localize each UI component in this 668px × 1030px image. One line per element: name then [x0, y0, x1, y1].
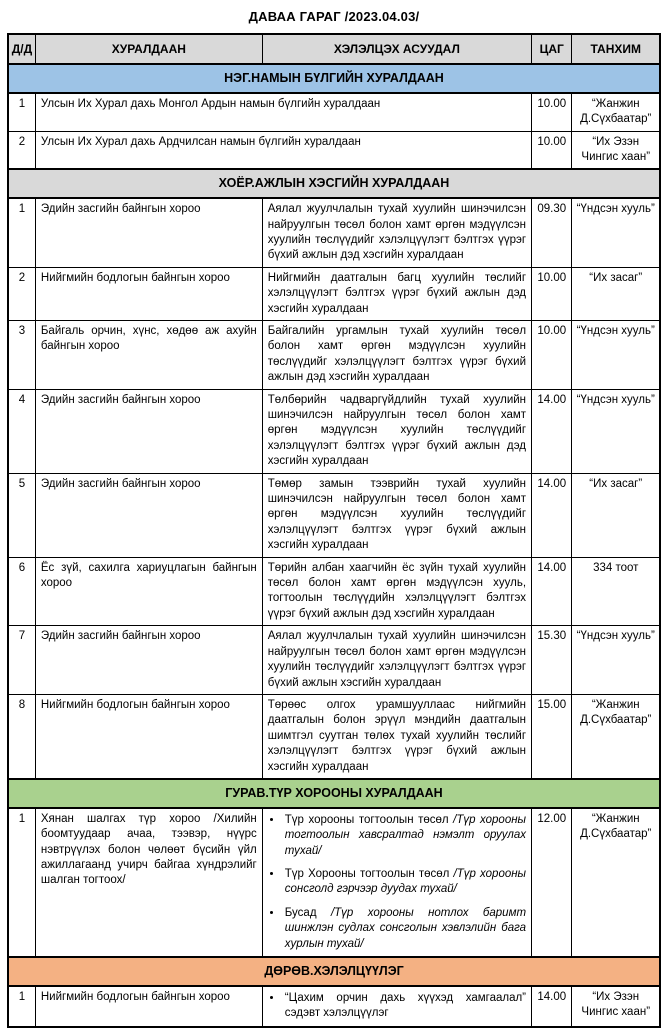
hall-cell: “Их засаг”: [572, 473, 660, 557]
section-header-row: [8, 169, 660, 198]
col-header-number: Д/Д: [8, 34, 35, 64]
meeting-cell: Эдийн засгийн байнгын хороо: [35, 473, 262, 557]
agenda-text: Төмөр замын тээврийн тухай хуулийн шинэчилсэн найруулгын төсөл болон хамт өргөн мэдүүлсэн хуулийн төслүүдийг хэлэлцүүлэгт бэлтгэх үүрэг бүхий ажлын хэсгийн хуралдаан: [267, 477, 527, 552]
time-cell: 14.00: [532, 473, 572, 557]
meeting-cell: Эдийн засгийн байнгын хороо: [35, 198, 262, 267]
agenda-cell: [262, 626, 531, 695]
hall-cell: “Их Эзэн Чингис хаан”: [572, 986, 660, 1027]
section-header-row: [8, 779, 660, 808]
meeting-cell: Нийгмийн бодлогын байнгын хороо: [35, 694, 262, 779]
hall-cell: “Жанжин Д.Сүхбаатар”: [572, 808, 660, 957]
row-number-cell: 1: [8, 93, 35, 131]
agenda-bullet-item: • “Цахим орчин дахь хүүхэд хамгаалал” сэдэвт хэлэлцүүлэг: [283, 991, 526, 1022]
table-row: [8, 808, 660, 957]
agenda-cell: [262, 473, 531, 557]
table-row: [8, 93, 660, 131]
col-header-time: ЦАГ: [532, 34, 572, 64]
meeting-cell: Эдийн засгийн байнгын хороо: [35, 626, 262, 695]
row-number-cell: 2: [8, 131, 35, 169]
table-row: [8, 267, 660, 320]
agenda-text: Төлбөрийн чадваргүйдлийн тухай хуулийн шинэчилсэн найруулгын төсөл болон хамт өргөн мэдүүлсэн хуулийн төслүүдийг хэлэлцүүлэгт бэлтгэх үүрэг бүхий ажлын дэд хэсгийн хуралдаан: [267, 393, 527, 468]
time-cell: 15.30: [532, 626, 572, 695]
row-number-cell: 8: [8, 694, 35, 779]
hall-cell: “Жанжин Д.Сүхбаатар”: [572, 694, 660, 779]
agenda-bullet-item: • Түр хорооны тогтоолын төсөл /Түр хорооны тогтоолын хавсралтад нэмэлт оруулах тухай/: [283, 813, 526, 859]
hall-cell: “Их засаг”: [572, 267, 660, 320]
col-header-hall: ТАНХИМ: [572, 34, 660, 64]
agenda-text: Аялал жуулчлалын тухай хуулийн шинэчилсэн найруулгын төсөл болон хамт өргөн мэдүүлсэн хуулийн төслүүдийг хэлэлцүүлэгт бэлтгэх үүрэг бүхий ажлын дэд хэсгийн хуралдаан: [267, 203, 527, 262]
agenda-cell: [262, 389, 531, 473]
table-row: [8, 986, 660, 1027]
row-number-cell: 1: [8, 198, 35, 267]
time-cell: 15.00: [532, 694, 572, 779]
row-number-cell: 5: [8, 473, 35, 557]
agenda-cell: [262, 267, 531, 320]
agenda-text: Төрийн албан хаагчийн ёс зүйн тухай хуулийн төсөл болон хамт өргөн мэдүүлсэн хууль, тогтоолын төслүүдийн хэлэлцүүлэгт бэлтгэх үүрэг бүхий ажлын дэд хэсгийн хуралдаан: [267, 561, 527, 620]
section-header-label: ХОЁР.АЖЛЫН ХЭСГИЙН ХУРАЛДААН: [8, 169, 660, 198]
time-cell: 14.00: [532, 389, 572, 473]
hall-cell: “Үндсэн хууль”: [572, 198, 660, 267]
meeting-cell: Улсын Их Хурал дахь Ардчилсан намын бүлгийн хуралдаан: [35, 131, 531, 169]
section-header-row: [8, 64, 660, 93]
meeting-cell: Байгаль орчин, хүнс, хөдөө аж ахуйн байнгын хороо: [35, 320, 262, 389]
row-number-cell: 2: [8, 267, 35, 320]
row-number-cell: 3: [8, 320, 35, 389]
agenda-text: Төрөөс олгох урамшууллаас нийгмийн даатгалын болон эрүүл мэндийн даатгалын шимтгэл суутган төлөх тухай хуулийн төслийг хэлэлцүүлэгт бэлтгэх үүрэг бүхий ажлын хэсгийн хуралдаан: [267, 698, 527, 773]
row-number-cell: 6: [8, 557, 35, 626]
time-cell: 10.00: [532, 267, 572, 320]
meeting-cell: Хянан шалгах түр хороо /Хилийн боомтуудаар ачаа, тээвэр, нүүрс нэвтрүүлэх болон чөлөөт бүсийн үйл ажиллагаанд учирч байгаа хүндрэлийг шалган тогтоох/: [35, 808, 262, 957]
row-number-cell: 7: [8, 626, 35, 695]
agenda-cell: [262, 320, 531, 389]
col-header-meeting: ХУРАЛДААН: [35, 34, 262, 64]
table-row: [8, 694, 660, 779]
table-row: [8, 557, 660, 626]
section-header-label: НЭГ.НАМЫН БҮЛГИЙН ХУРАЛДААН: [8, 64, 660, 93]
agenda-cell: [262, 694, 531, 779]
table-row: [8, 389, 660, 473]
agenda-text: Аялал жуулчлалын тухай хуулийн шинэчилсэн найруулгын төсөл болон хамт өргөн мэдүүлсэн хуулийн төслүүдийг хэлэлцүүлэгт бэлтгэх үүрэг бүхий ажлын хэсгийн хуралдаан: [267, 630, 527, 689]
meeting-cell: Улсын Их Хурал дахь Монгол Ардын намын бүлгийн хуралдаан: [35, 93, 531, 131]
meeting-cell: Нийгмийн бодлогын байнгын хороо: [35, 267, 262, 320]
agenda-text: Байгалийн ургамлын тухай хуулийн төсөл болон хамт өргөн мэдүүлсэн хуулийн төслүүдийг хэлэлцүүлэгт бэлтгэх үүрэг бүхий ажлын дэд хэсгийн хуралдаан: [267, 324, 527, 384]
time-cell: 10.00: [532, 320, 572, 389]
agenda-bullet-item: • Түр Хорооны тогтоолын төсөл /Түр хорооны сонсголд гэрчээр дуудах тухай/: [283, 867, 526, 898]
agenda-bullet-list: [268, 813, 526, 952]
time-cell: 09.30: [532, 198, 572, 267]
col-header-agenda: ХЭЛЭЛЦЭХ АСУУДАЛ: [262, 34, 531, 64]
section-header-label: ДӨРӨВ.ХЭЛЭЛЦҮҮЛЭГ: [8, 957, 660, 986]
table-row: [8, 131, 660, 169]
meeting-cell: Нийгмийн бодлогын байнгын хороо: [35, 986, 262, 1027]
hall-cell: “Үндсэн хууль”: [572, 389, 660, 473]
agenda-cell: [262, 557, 531, 626]
hall-cell: “Үндсэн хууль”: [572, 320, 660, 389]
hall-cell: “Их Эзэн Чингис хаан”: [572, 131, 660, 169]
agenda-bullet-item: • Бусад /Түр хорооны нотлох баримт шинжлэн судлах сонсголын хэвлэлийн бага хурлын тухай/: [283, 906, 526, 952]
hall-cell: “Жанжин Д.Сүхбаатар”: [572, 93, 660, 131]
agenda-cell: [262, 198, 531, 267]
table-row: [8, 473, 660, 557]
hall-cell: 334 тоот: [572, 557, 660, 626]
table-row: [8, 198, 660, 267]
agenda-cell: [262, 808, 531, 957]
section-header-row: [8, 957, 660, 986]
row-number-cell: 1: [8, 986, 35, 1027]
time-cell: 10.00: [532, 93, 572, 131]
meeting-cell: Эдийн засгийн байнгын хороо: [35, 389, 262, 473]
time-cell: 10.00: [532, 131, 572, 169]
hall-cell: “Үндсэн хууль”: [572, 626, 660, 695]
table-row: [8, 626, 660, 695]
time-cell: 12.00: [532, 808, 572, 957]
meeting-cell: Ёс зүй, сахилга хариуцлагын байнгын хороо: [35, 557, 262, 626]
time-cell: 14.00: [532, 986, 572, 1027]
table-row: [8, 320, 660, 389]
section-header-label: ГУРАВ.ТҮР ХОРООНЫ ХУРАЛДААН: [8, 779, 660, 808]
time-cell: 14.00: [532, 557, 572, 626]
schedule-table: [7, 33, 661, 1028]
page-title: ДАВАА ГАРАГ /2023.04.03/: [248, 9, 420, 24]
row-number-cell: 1: [8, 808, 35, 957]
row-number-cell: 4: [8, 389, 35, 473]
agenda-bullet-list: [268, 991, 526, 1022]
agenda-text: Нийгмийн даатгалын багц хуулийн төслийг хэлэлцүүлэгт бэлтгэх үүрэг бүхий ажлын дэд хэсгийн хуралдаан: [267, 271, 527, 315]
column-header-row: [8, 34, 660, 64]
agenda-cell: [262, 986, 531, 1027]
